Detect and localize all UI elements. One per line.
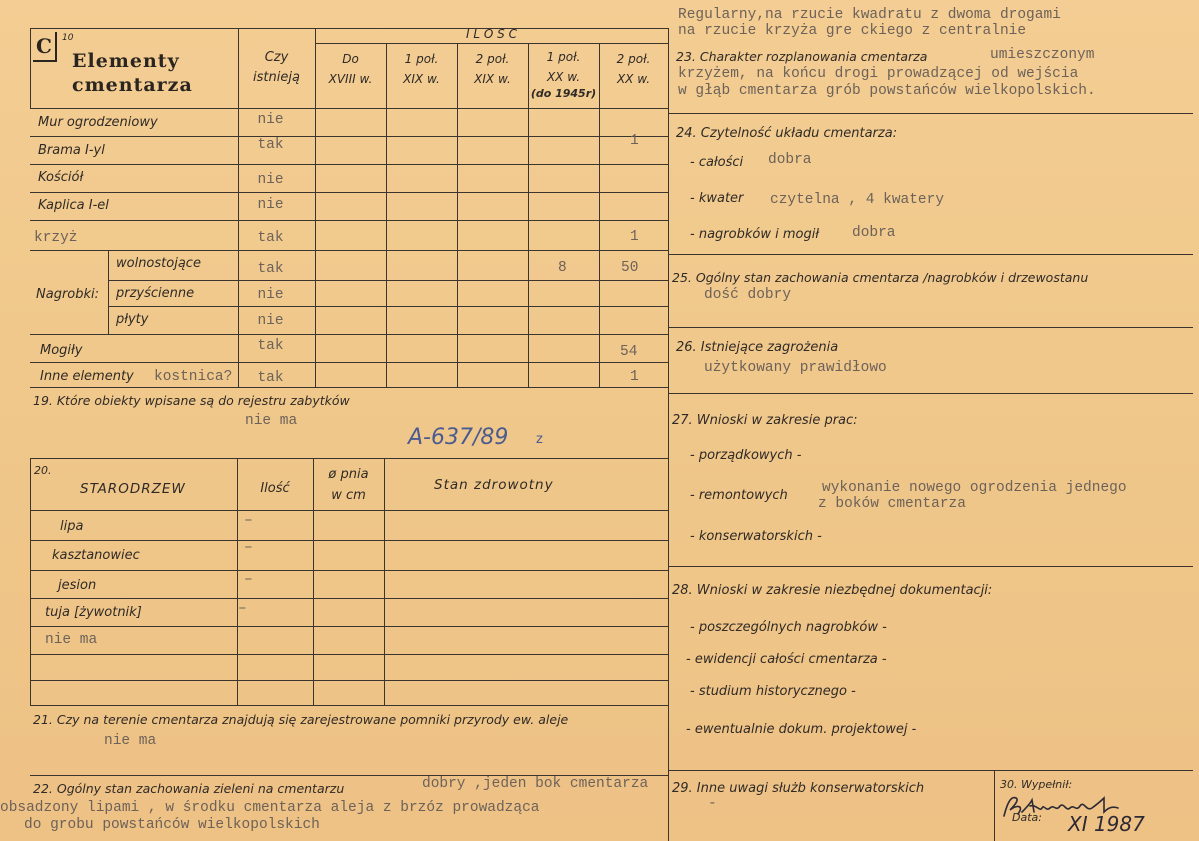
s30-date-value: XI 1987: [1068, 812, 1145, 836]
rule: [108, 306, 668, 307]
s24-b: - kwater: [690, 191, 744, 206]
rule: [30, 458, 31, 705]
rule: [668, 254, 1193, 255]
s27-b-v2: z boków cmentarza: [818, 496, 966, 512]
s20-number: 20.: [34, 464, 52, 477]
rule: [30, 250, 668, 251]
row-label: Brama I-yl: [38, 143, 105, 158]
col5-l2: XX w.: [616, 72, 651, 86]
row-qty: 1: [630, 133, 639, 149]
rule: [315, 43, 668, 44]
s20-ilosc: Ilość: [260, 481, 290, 496]
rule: [30, 362, 668, 363]
row-typed: kostnica?: [154, 369, 233, 385]
row-exists: tak: [257, 261, 284, 277]
s26-value: użytkowany prawidłowo: [704, 360, 887, 376]
row-label: wolnostojące: [116, 256, 201, 271]
row-exists: nie: [257, 313, 284, 329]
s28-label: 28. Wnioski w zakresie niezbędnej dokumentacji:: [672, 583, 993, 598]
s20-head: STARODRZEW: [80, 481, 186, 497]
row-exists: nie: [257, 287, 284, 303]
rule: [30, 654, 668, 655]
col3-l2: XIX w.: [474, 72, 511, 86]
rule: [30, 387, 668, 388]
col5-l1: 2 poł.: [616, 52, 651, 66]
divider: [668, 28, 669, 841]
s22-label: 22. Ogólny stan zachowania zieleni na cmentarzu: [33, 781, 345, 796]
tree-qty: –: [244, 572, 253, 588]
s22-line1: dobry ,jeden bok cmentarza: [422, 776, 649, 792]
s27-b: - remontowych: [690, 488, 788, 503]
row-exists: nie: [257, 197, 284, 213]
row-label: Mur ogrodzeniowy: [38, 115, 158, 130]
rule: [30, 705, 668, 706]
title-line1: Elementy: [72, 50, 180, 72]
row-qty: 8: [558, 260, 567, 276]
col2-l2: XIX w.: [403, 72, 440, 86]
col1-l2: XVIII w.: [328, 72, 373, 86]
rule: [994, 770, 995, 841]
rule: [30, 164, 668, 165]
rule: [668, 566, 1193, 567]
s24-b-value: czytelna , 4 kwatery: [770, 192, 945, 208]
col4-l3: (do 1945r): [530, 87, 597, 100]
s22-line2: obsadzony lipami , w środku cmentarza aleja z brzóz prowadząca: [0, 800, 540, 816]
row-label: Mogiły: [40, 343, 83, 358]
s25-label: 25. Ogólny stan zachowania cmentarza /nagrobków i drzewostanu: [672, 270, 1089, 285]
s29-value: -: [708, 796, 717, 812]
row-exists: tak: [257, 230, 284, 246]
row-qty: 54: [620, 344, 638, 360]
rule: [30, 680, 668, 681]
rule: [668, 327, 1193, 328]
signature-image: [1000, 790, 1140, 820]
rule: [30, 136, 668, 137]
s27-a: - porządkowych -: [690, 448, 802, 463]
rule: [30, 220, 668, 221]
row-label: krzyż: [34, 230, 78, 246]
tree-qty: –: [238, 601, 247, 617]
rule: [668, 113, 1193, 114]
s28-c: - studium historycznego -: [690, 684, 856, 699]
col1-l1: Do: [342, 52, 359, 66]
s20-stan: Stan zdrowotny: [434, 477, 554, 493]
tree-name: lipa: [60, 519, 84, 534]
tree-qty: –: [244, 513, 253, 529]
row-exists: nie: [257, 172, 284, 188]
row-label: płyty: [116, 312, 149, 327]
s29-label: 29. Inne uwagi służb konserwatorskich: [672, 781, 925, 796]
tree-qty: –: [244, 540, 253, 556]
s21-value: nie ma: [104, 733, 157, 749]
row-label: Kościół: [38, 170, 84, 185]
rule: [30, 626, 668, 627]
rule: [668, 770, 1193, 771]
s30-label: 30. Wypełnił:: [1000, 778, 1073, 791]
s24-c: - nagrobków i mogił: [690, 227, 820, 242]
rule: [108, 280, 668, 281]
rule: [668, 393, 1193, 394]
s24-a-value: dobra: [768, 152, 812, 168]
rule: [30, 108, 668, 109]
ilosc-header: I L O S C: [466, 27, 517, 41]
rule: [30, 334, 668, 335]
s22-line3: do grobu powstańców wielkopolskich: [24, 817, 320, 833]
rule: [30, 570, 668, 571]
s23-label: 23. Charakter rozplanowania cmentarza: [676, 49, 928, 64]
row-label: Inne elementy: [40, 369, 134, 384]
s23-v3: w głąb cmentarza grób powstańców wielkopolskich.: [678, 83, 1096, 99]
s30-date-label: Data:: [1012, 811, 1042, 824]
s19-register-number: A-637/89: [408, 425, 509, 450]
s27-label: 27. Wnioski w zakresie prac:: [672, 413, 858, 428]
row-label: przyścienne: [116, 286, 195, 301]
rule: [599, 43, 600, 387]
s27-b-v1: wykonanie nowego ogrodzenia jednego: [822, 480, 1127, 496]
s19-label: 19. Które obiekty wpisane są do rejestru zabytków: [33, 393, 350, 408]
istnieja-header: istnieją: [253, 70, 300, 85]
row-qty: 50: [621, 260, 639, 276]
section-letter: C: [36, 34, 53, 58]
s28-d: - ewentualnie dokum. projektowej -: [686, 722, 917, 737]
s20-pnia-l2: w cm: [331, 488, 366, 503]
row-exists: tak: [257, 370, 284, 386]
row-qty: 1: [630, 229, 639, 245]
s24-label: 24. Czytelność układu cmentarza:: [676, 126, 898, 141]
tree-name: nie ma: [45, 632, 98, 648]
s28-b: - ewidencji całości cmentarza -: [686, 652, 887, 667]
col4-l1: 1 poł.: [546, 50, 581, 64]
s24-a: - całości: [690, 155, 744, 170]
rule: [30, 28, 31, 108]
col4-l2: XX w.: [546, 70, 581, 84]
rule: [457, 43, 458, 387]
row-exists: tak: [257, 137, 284, 153]
tree-name: jesion: [58, 578, 97, 593]
rule: [30, 458, 668, 459]
s23-v1: umieszczonym: [990, 47, 1095, 63]
tree-name: tuja [żywotnik]: [45, 605, 142, 620]
s24-c-value: dobra: [852, 225, 896, 241]
tree-name: kasztanowiec: [52, 548, 140, 563]
col2-l1: 1 poł.: [404, 52, 439, 66]
title-line2: cmentarza: [72, 74, 193, 96]
s21-label: 21. Czy na terenie cmentarza znajdują się zarejestrowane pomniki przyrody ew. aleje: [33, 712, 569, 727]
s19-register-suffix: z: [536, 432, 543, 447]
rule: [30, 598, 668, 599]
rule: [108, 250, 109, 334]
row-qty: 1: [630, 369, 639, 385]
s25-value: dość dobry: [704, 287, 792, 303]
rule: [30, 540, 668, 541]
rule: [386, 43, 387, 387]
s26-label: 26. Istniejące zagrożenia: [676, 340, 839, 355]
s23-top2: na rzucie krzyża gre ckiego z centralnie: [678, 23, 1027, 39]
rule: [30, 192, 668, 193]
s23-top1: Regularny,na rzucie kwadratu z dwoma drogami: [678, 7, 1061, 23]
s19-value: nie ma: [245, 413, 298, 429]
section-number: 10: [62, 33, 74, 43]
s27-c: - konserwatorskich -: [690, 529, 822, 544]
row-exists: tak: [257, 338, 284, 354]
rule: [30, 510, 668, 511]
row-label: Kaplica I-el: [38, 198, 109, 213]
s20-pnia-l1: ø pnia: [328, 467, 369, 482]
czy-header: Czy: [264, 50, 289, 65]
rule: [384, 458, 385, 705]
col3-l1: 2 poł.: [475, 52, 510, 66]
s28-a: - poszczególnych nagrobków -: [690, 620, 887, 635]
row-exists: nie: [257, 112, 284, 128]
s23-v2: krzyżem, na końcu drogi prowadzącej od wejścia: [678, 66, 1079, 82]
nagrobki-label: Nagrobki:: [36, 287, 100, 302]
